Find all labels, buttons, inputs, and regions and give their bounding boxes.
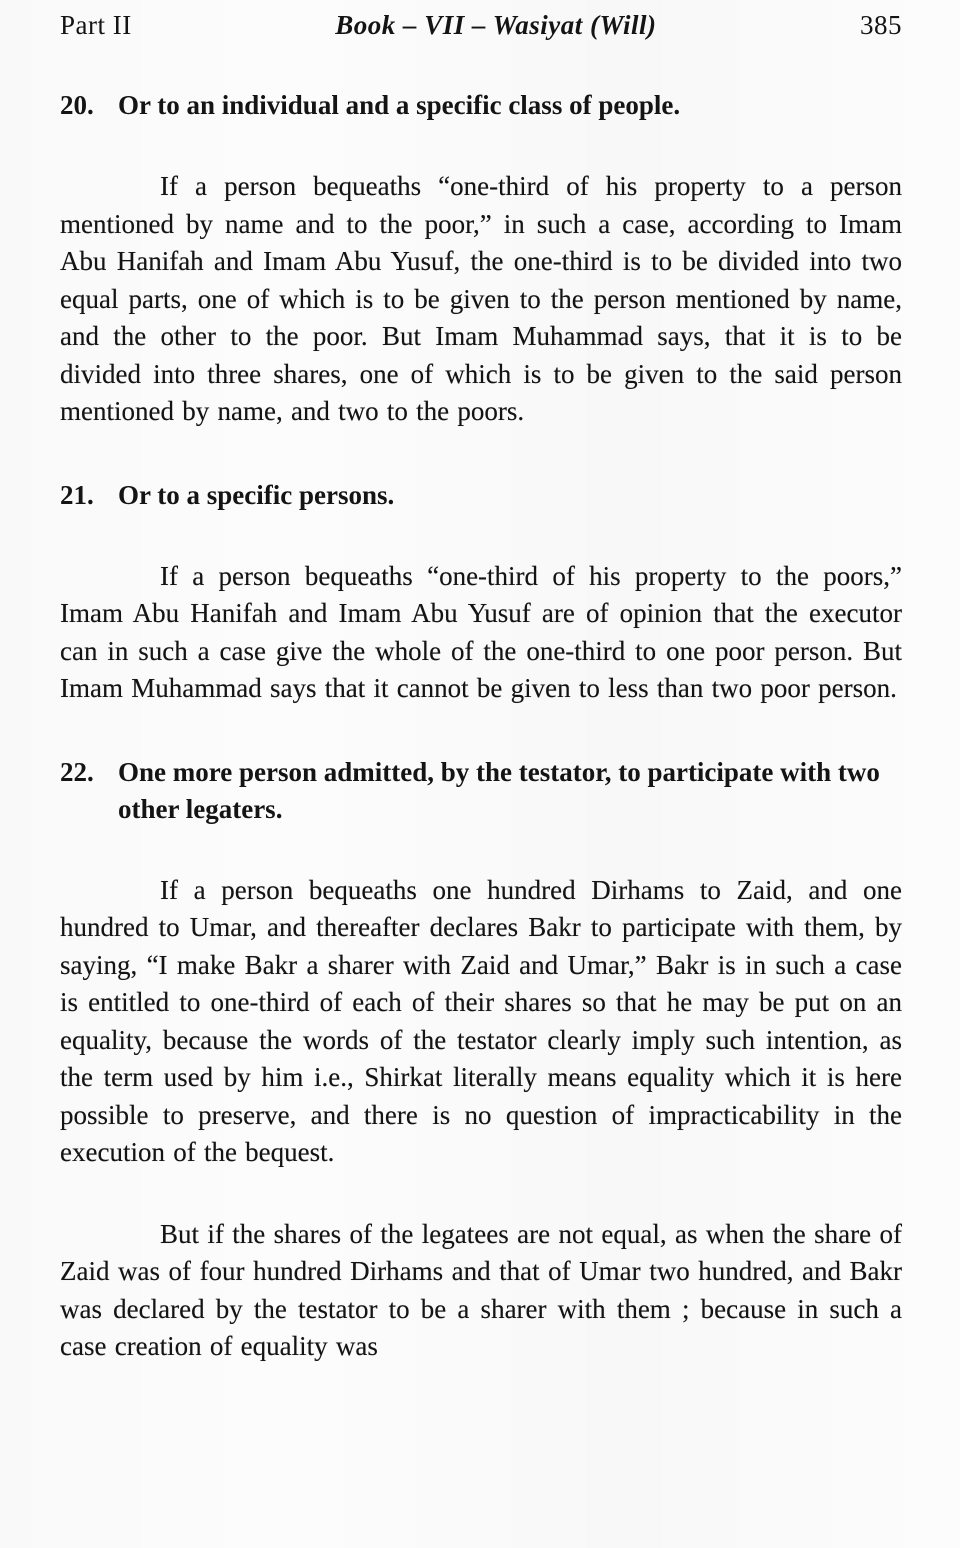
book-title: Book – VII – Wasiyat (Will) xyxy=(335,10,657,40)
section-number: 20. xyxy=(60,90,94,120)
page-number: 385 xyxy=(860,10,902,40)
part-label: Part II xyxy=(60,10,132,40)
paragraph: If a person bequeaths one hundred Dirhams to Zaid, and one hundred to Umar, and thereafter declares Bakr to participate with them, by saying, “I make Bakr a sharer with Zaid and Umar,” Bakr is in such a case is entitled to one-third of each of their shares so that he may be put on an equality, because the words of the testator clearly imply such intention, as the term used by him i.e., Shirkat literally means equality which it is here possible to preserve, and there is no question of impracticability in the execution of the bequest. xyxy=(60,874,902,1167)
paragraph: If a person bequeaths “one-third of his property to a person mentioned by name and to the poor,” in such a case, according to Imam Abu Hanifah and Imam Abu Yusuf, the one-third is to be divided into two equal parts, one of which is to be given to the person mentioned by name, and the other to the poor. But Imam Muhammad says, that it is to be divided into three shares, one of which is to be given to the said person mentioned by name, and two to the poors. xyxy=(60,171,902,426)
section-title: Or to a specific persons. xyxy=(118,479,395,510)
paragraph: But if the shares of the legatees are not equal, as when the share of Zaid was of four hundred Dirhams and that of Umar two hundred, and Bakr was declared by the testator to be a sharer with them ; because in such a case creation of equality was xyxy=(60,1218,902,1361)
section-number: 22. xyxy=(60,756,94,787)
section-number: 21. xyxy=(60,479,94,510)
paragraph: If a person bequeaths “one-third of his property to the poors,” Imam Abu Hanifah and Imam Abu Yusuf are of opinion that the executor can in such a case give the whole of the one-third to one poor person. But Imam Muhammad says that it cannot be given to less than two poor person. xyxy=(60,560,902,703)
section-title: Or to an individual and a specific class of people. xyxy=(118,90,681,120)
page-header xyxy=(60,10,902,41)
section-20-heading xyxy=(60,87,902,124)
section-title: One more person admitted, by the testator, to participate with two other legaters. xyxy=(118,756,880,824)
section-21-heading xyxy=(60,477,902,514)
section-22-heading xyxy=(60,754,902,828)
